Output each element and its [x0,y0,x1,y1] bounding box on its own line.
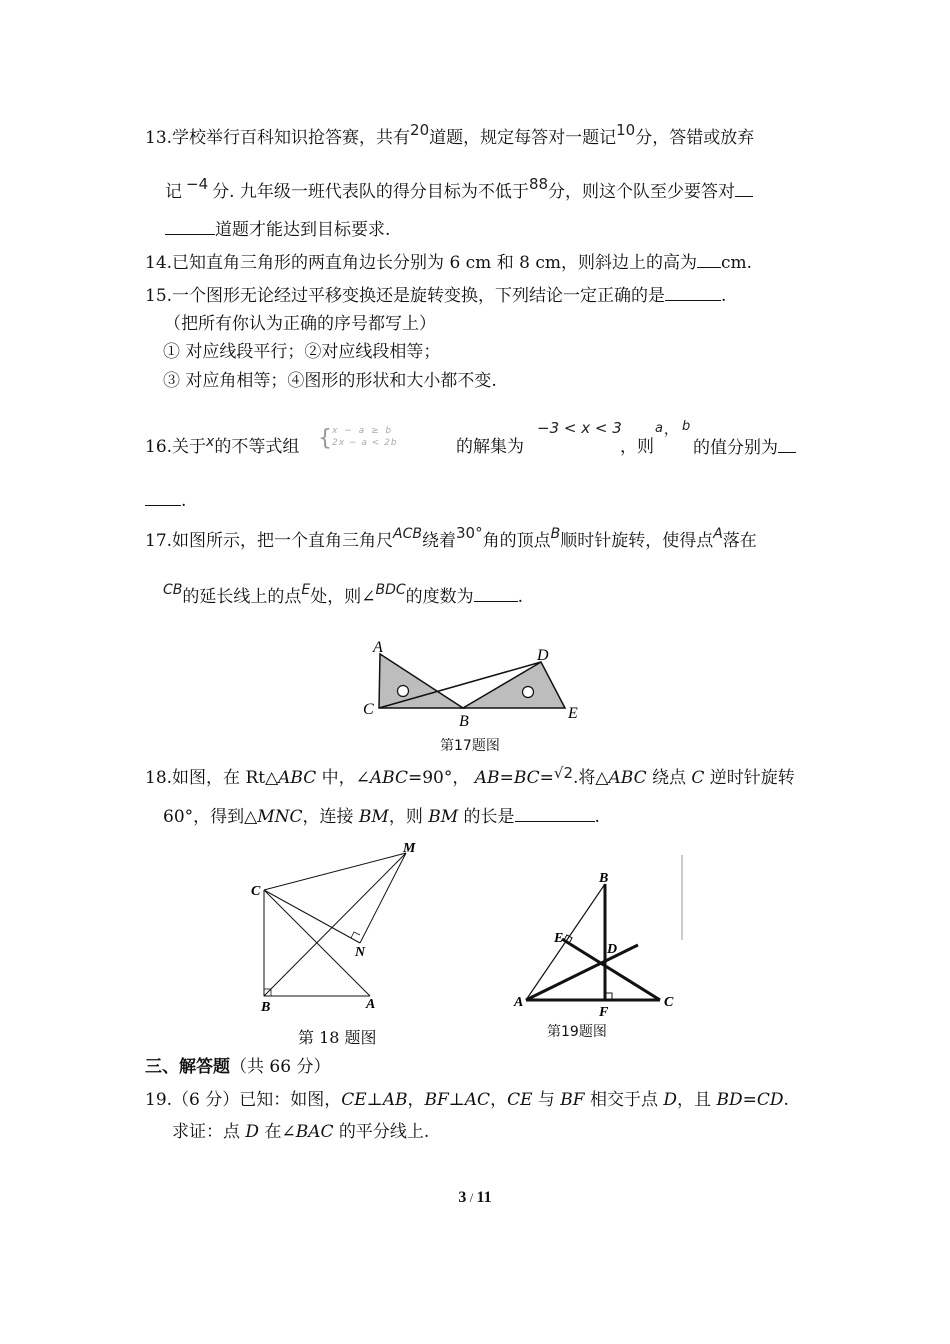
q16-line1d: 的值分别为 [693,436,796,459]
q18-line1: 18.如图，在 Rt△ABC 中，∠ABC=90°， AB=BC=√2.将△ABC 绕点 C 逆时针旋转 [145,764,795,788]
q17-line1: 17.如图所示，把一个直角三角尺$^{ACB}$绕着30°角的顶点$^B$顺时针旋转，使得点$^A$落在 [145,524,757,551]
fig19-label-f: F [599,1005,609,1020]
fig19-label-e: E [554,931,564,946]
q16-line1: 16.关于$^x$的不等式组 [145,434,300,457]
q16-inequality-system [318,428,448,452]
fig17-label-a: A [373,639,383,656]
q16-var-a: a [655,421,663,436]
fig17-label-c: C [363,701,374,718]
q16-var-x: x [206,434,215,450]
q18-answer-blank[interactable] [515,805,595,822]
fig18-label-a: A [366,997,376,1012]
q13-line3: 道题才能达到目标要求. [165,218,390,241]
fig18-label-n: N [355,945,366,960]
fig19-label-d: D [607,942,618,957]
figure-19 [510,855,690,1025]
q16-line1c: ，则 [620,437,654,457]
q15-line1: 15.一个图形无论经过平移变换还是旋转变换，下列结论一定正确的是 . [145,286,727,306]
fig17-label-e: E [568,705,578,722]
fig17-caption: 第17题图 [440,738,500,754]
q16-comma: ， [664,422,678,438]
fig18-label-b: B [261,1000,271,1015]
q16-answer-blank-b[interactable] [145,489,181,506]
q15-answer-blank[interactable] [665,284,721,301]
q15-line4: ③ 对应角相等；④图形的形状和大小都不变. [163,371,497,391]
fig19-caption: 第19题图 [547,1024,607,1040]
fig18-label-m: M [403,841,416,856]
q13-num-neg4: −4 [186,175,209,193]
q18-sqrt2: √2 [553,764,573,782]
q16-line1b: 的解集为 [456,437,524,457]
page-number: 3 / 11 [458,1189,492,1206]
fig17-hole-2 [523,687,534,698]
q13-line2: 记 −4 分. 九年级一班代表队的得分目标为不低于88分，则这个队至少要答对 [165,180,753,203]
q13-num-10: 10 [616,121,636,139]
q16-solution: −3 < x < 3 [537,419,622,437]
q13-answer-blank-b[interactable] [165,218,215,235]
q14-answer-blank[interactable] [697,251,721,268]
fig17-hole-1 [398,686,409,697]
fig19-label-a: A [514,995,524,1010]
q16-answer-blank-a[interactable] [778,436,796,453]
fig17-label-d: D [537,647,549,664]
q16-sys-row1: x − a ≥ b [332,426,394,436]
q13-line1: 13.学校举行百科知识抢答赛，共有20道题，规定每答对一题记10分，答错或放弃 [145,121,755,148]
q16-sys-row2: 2x − a < 2b [332,438,398,448]
section-3-heading: 三、解答题（共 66 分） [145,1057,331,1077]
q17-answer-blank[interactable] [474,585,518,602]
q15-line3: ① 对应线段平行；②对应线段相等； [163,342,441,362]
fig17-triangle-acb [379,654,463,708]
q16-line2: . [145,489,186,512]
q16-brace-icon: { [318,426,332,451]
q17-line2: $^{CB}$的延长线上的点$^E$处，则∠$^{BDC}$的度数为 . [163,582,524,607]
q13-answer-blank-a[interactable] [735,180,753,197]
q19-line1: 19.（6 分）已知：如图，CE⊥AB，BF⊥AC，CE 与 BF 相交于点 D，且 BD=CD. [145,1090,789,1110]
fig19-label-b: B [599,871,609,886]
q13-num-20: 20 [410,121,430,139]
q16-var-b: b [682,419,691,434]
q15-line2: （把所有你认为正确的序号都写上） [164,314,436,334]
q18-line2: 60°，得到△MNC，连接 BM，则 BM 的长是 . [163,807,600,827]
figure-18 [248,838,428,1018]
fig19-label-c: C [664,995,674,1010]
q19-line2: 求证：点 D 在∠BAC 的平分线上. [172,1122,430,1142]
fig17-label-b: B [459,713,469,730]
q13-num-88: 88 [528,175,549,193]
fig18-label-c: C [251,884,261,899]
q14-line: 14.已知直角三角形的两直角边长分别为 6 cm 和 8 cm，则斜边上的高为 cm. [145,253,753,273]
fig18-caption: 第 18 题图 [298,1028,377,1047]
